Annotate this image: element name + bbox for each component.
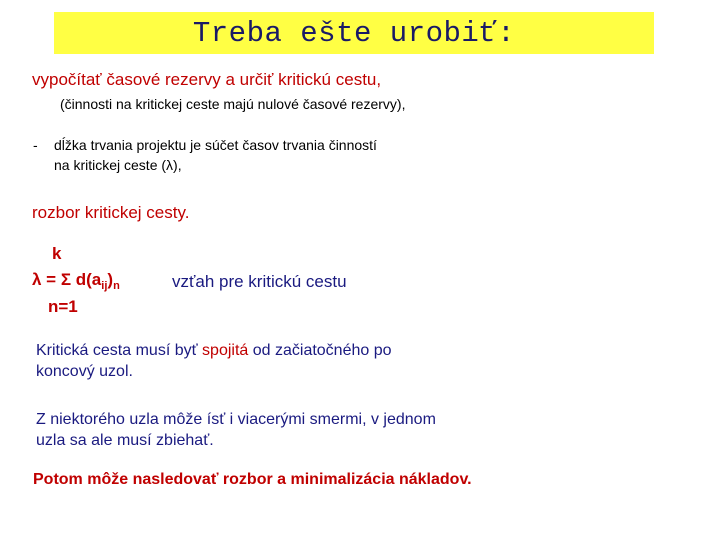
formula-lower-limit: n=1 <box>48 297 78 316</box>
formula-sub-ij: ij <box>101 280 108 292</box>
para1-line2: koncový uzol. <box>36 363 133 380</box>
bullet-dash: - <box>33 137 38 153</box>
bullet-line-a: dĺžka trvania projektu je súčet časov trvania činností <box>54 137 377 153</box>
formula-close: ) <box>107 270 114 289</box>
line-compute-reserves: vypočítať časové rezervy a určiť kritickú cestu, <box>32 70 382 89</box>
para1-before: Kritická cesta musí byť <box>36 342 203 359</box>
formula-description: vzťah pre kritickú cestu <box>172 272 347 291</box>
page-title: Treba ešte urobiť: <box>192 16 516 50</box>
para2-line1: Z niektorého uzla môže ísť i viacerými smermi, v jednom <box>36 411 436 428</box>
formula-sub-n: n <box>113 280 120 292</box>
bullet-line-b: na kritickej ceste (λ), <box>54 157 182 173</box>
critical-path-analysis: rozbor kritickej cesty. <box>32 203 190 222</box>
para2-line2: uzla sa ale musí zbiehať. <box>36 432 214 449</box>
formula-upper-limit: k <box>52 244 62 263</box>
paragraph-continuity <box>36 340 392 382</box>
title-banner <box>54 12 654 54</box>
para1-highlight: spojitá <box>202 342 249 359</box>
paragraph-branching <box>36 409 436 451</box>
formula-main <box>32 270 120 292</box>
formula-lhs: λ = Σ d(a <box>32 270 102 289</box>
line-zero-reserves-note: (činnosti na kritickej ceste majú nulové časové rezervy), <box>60 96 406 112</box>
para1-after: od začiatočného po <box>248 342 392 359</box>
final-statement: Potom môže nasledovať rozbor a minimalizácia nákladov. <box>33 471 472 488</box>
